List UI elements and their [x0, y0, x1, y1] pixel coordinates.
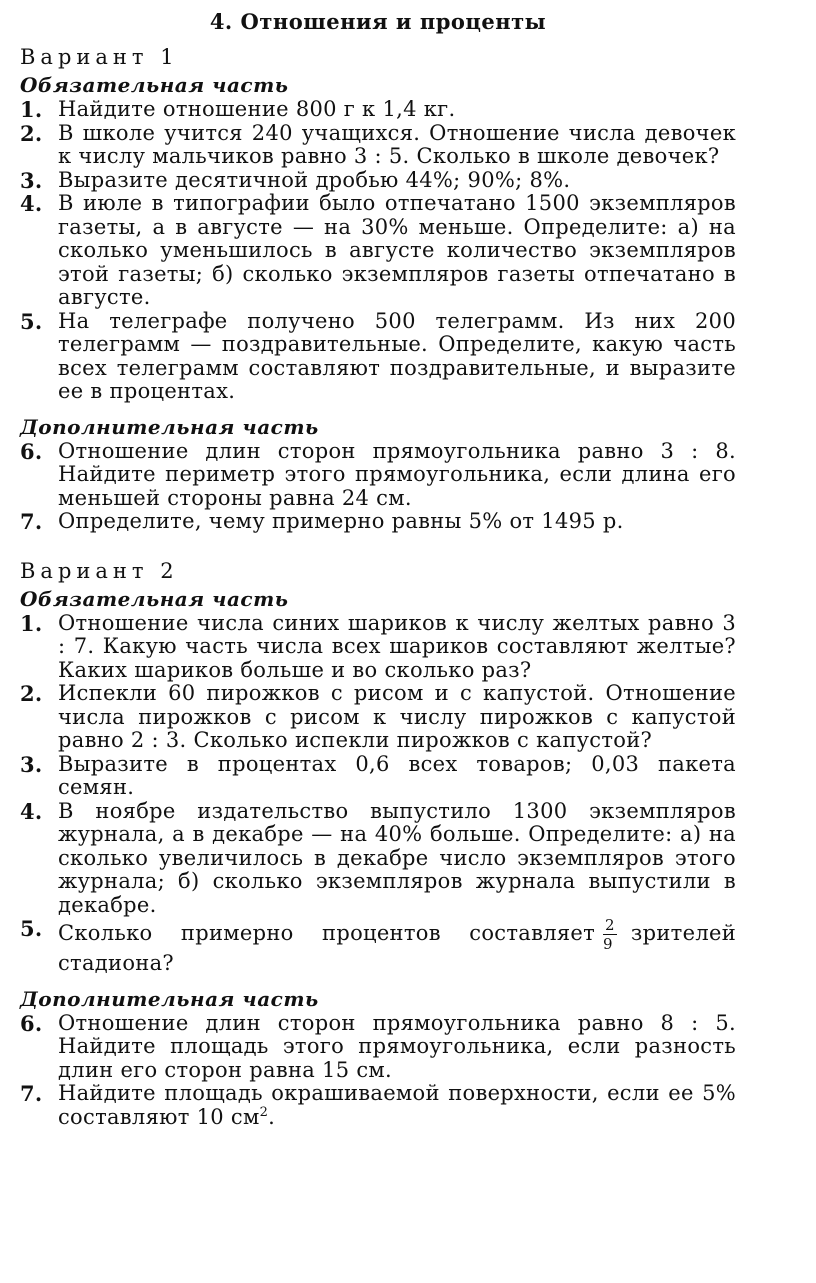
task-item: [20, 310, 736, 404]
task-number: 1.: [20, 610, 43, 636]
task-item: [20, 98, 736, 122]
task-number: 5.: [20, 308, 43, 334]
task-text: Отношение длин сторон прямоугольника равно 8 : 5. Найдите площадь этого прямоугольника, если разность длин его сторон равна 15 см.: [58, 1010, 736, 1082]
variant-1-extra-list: [20, 440, 736, 534]
task-number: 6.: [20, 1010, 43, 1036]
page-title: 4. Отношения и проценты: [209, 9, 547, 34]
task-number: 7.: [20, 1081, 43, 1106]
task-item: [20, 682, 736, 753]
task-text: Отношение числа синих шариков к числу желтых равно 3 : 7. Какую часть числа всех шариков составляют желтые? Каких шариков больше и во сколько раз?: [58, 610, 736, 682]
superscript: 2: [259, 1104, 269, 1120]
variant-2-extra-list: [20, 1012, 736, 1130]
task-item: [20, 1012, 736, 1083]
task-text-end: .: [268, 1104, 276, 1129]
task-number: 4.: [20, 798, 43, 824]
variant-1-mandatory-heading: Обязательная часть: [20, 73, 289, 97]
task-number: 7.: [20, 509, 43, 534]
task-text: Найдите площадь окрашиваемой поверхности, если ее 5% составляют 10 см: [58, 1081, 736, 1129]
variant-1-extra-heading: Дополнительная часть: [20, 414, 319, 439]
task-item: [20, 169, 736, 193]
task-number: 2.: [20, 681, 43, 706]
task-item: [20, 192, 736, 310]
task-number: 3.: [20, 751, 43, 777]
task-text: В июле в типографии было отпечатано 1500 экземпляров газеты, а в августе — на 30% меньше. Определите: а) на сколько уменьшилось в августе количество экземпляров этой газеты; б) сколько экземпляров газеты отпечатано в августе.: [58, 191, 736, 309]
task-text: Выразите в процентах 0,6 всех товаров; 0,03 пакета семян.: [58, 751, 736, 799]
task-text: Найдите отношение 800 г к 1,4 кг.: [58, 97, 456, 121]
task-item: [20, 753, 736, 800]
task-text: Определите, чему примерно равны 5% от 1495 р.: [58, 509, 624, 533]
variant-2-mandatory-heading: Обязательная часть: [20, 586, 289, 611]
task-number: 1.: [20, 97, 43, 122]
task-text: Испекли 60 пирожков с рисом и с капустой. Отношение числа пирожков с рисом к числу пирожков с капустой равно 2 : 3. Сколько испекли пирожков с капустой?: [58, 681, 736, 752]
variant-1-mandatory-list: [20, 98, 736, 404]
fraction-denominator: 9: [603, 935, 613, 953]
task-item: [20, 122, 736, 169]
task-number: 5.: [20, 916, 43, 941]
task-number: 6.: [20, 438, 43, 464]
task-number: 3.: [20, 167, 43, 193]
task-number: 4.: [20, 191, 43, 216]
task-item: [20, 440, 736, 511]
fraction: [603, 917, 617, 952]
fraction-numerator: 2: [605, 916, 615, 934]
task-item: [20, 1082, 736, 1129]
task-item: [20, 612, 736, 683]
task-number: 2.: [20, 120, 43, 146]
task-item: [20, 800, 736, 918]
task-text: Выразите десятичной дробью 44%; 90%; 8%.: [58, 167, 571, 192]
task-text-after: зрителей стадиона?: [58, 921, 736, 975]
variant-2-label: Вариант 2: [20, 558, 179, 583]
variant-1-label: Вариант 1: [20, 45, 179, 69]
variant-2-mandatory-list: [20, 612, 736, 976]
worksheet-page: [20, 8, 736, 1129]
task-text: Отношение длин сторон прямоугольника равно 3 : 8. Найдите периметр этого прямоугольника, если длина его меньшей стороны равна 24 см.: [58, 438, 736, 510]
task-item-fraction: [20, 917, 736, 976]
task-item: [20, 510, 736, 534]
task-text: В школе учится 240 учащихся. Отношение числа девочек к числу мальчиков равно 3 : 5. Сколько в школе девочек?: [58, 120, 736, 168]
task-text-before: Сколько примерно процентов составляет: [58, 921, 596, 945]
task-text: В ноябре издательство выпустило 1300 экземпляров журнала, а в декабре — на 40% больше. Определите: а) на сколько увеличилось в декабре число экземпляров этого журнала; б) сколько экземпляров журнала выпустили в декабре.: [58, 798, 736, 917]
task-text: На телеграфе получено 500 телеграмм. Из них 200 телеграмм — поздравительные. Определите, какую часть всех телеграмм составляют поздравительные, и выразите ее в процентах.: [58, 308, 736, 403]
variant-2-extra-heading: Дополнительная часть: [20, 986, 319, 1011]
